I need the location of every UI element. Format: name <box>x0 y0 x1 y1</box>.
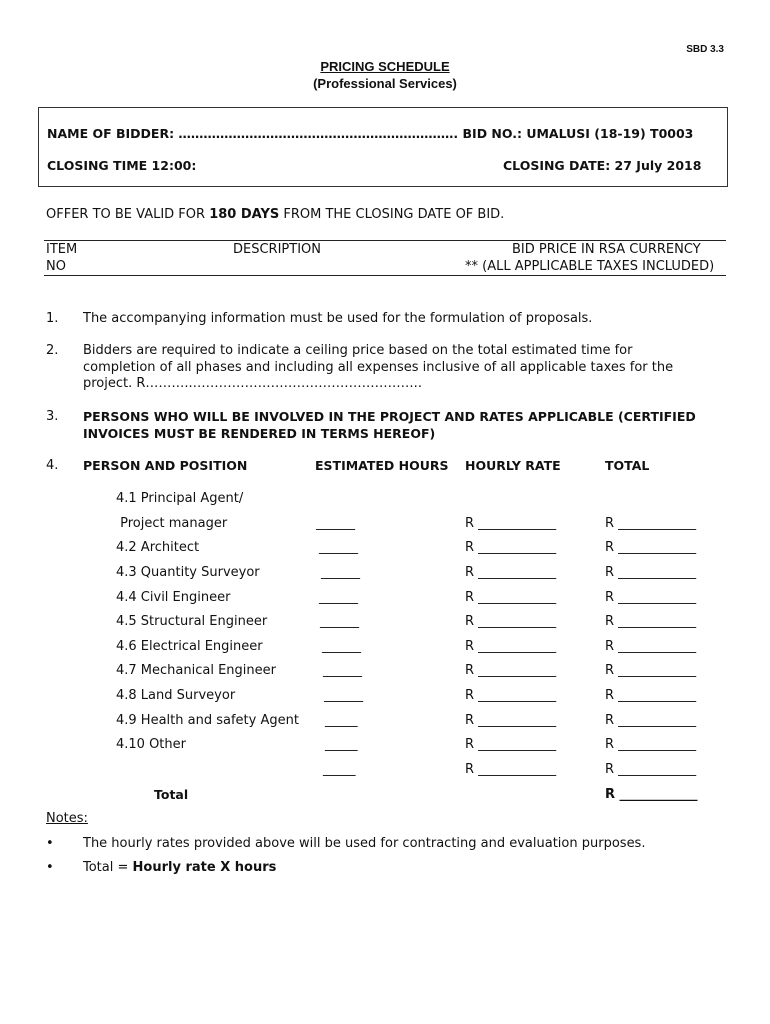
hours-field[interactable]: _____ <box>325 713 358 728</box>
hours-field[interactable]: ______ <box>319 540 358 555</box>
total-field[interactable]: R ____________ <box>605 590 697 605</box>
offer-suffix: FROM THE CLOSING DATE OF BID. <box>279 207 505 222</box>
item-1-text: The accompanying information must be used for the formulation of proposals. <box>83 311 593 326</box>
header-description: DESCRIPTION <box>233 242 321 257</box>
offer-validity <box>46 207 504 222</box>
total-row <box>0 787 770 807</box>
note-2-formula: Hourly rate X hours <box>132 860 277 875</box>
total-field[interactable]: R ____________ <box>605 516 697 531</box>
role-label: 4.6 Electrical Engineer <box>116 639 263 654</box>
role-label: 4.1 Principal Agent/ <box>116 491 244 506</box>
hours-field[interactable]: ______ <box>319 590 358 605</box>
total-field[interactable]: R ____________ <box>605 540 697 555</box>
item-2-number: 2. <box>46 343 59 358</box>
item-2-line1: Bidders are required to indicate a ceiling price based on the total estimated time for <box>83 343 633 358</box>
hours-field[interactable]: ______ <box>316 516 355 531</box>
rate-field[interactable]: R ____________ <box>465 639 557 654</box>
note-2-prefix: Total = <box>83 860 133 875</box>
item-3-number: 3. <box>46 409 59 424</box>
total-field[interactable]: R ____________ <box>605 614 697 629</box>
total-field[interactable]: R ____________ <box>605 639 697 654</box>
closing-date: CLOSING DATE: 27 July 2018 <box>503 158 702 173</box>
col-hourly-rate: HOURLY RATE <box>465 458 561 473</box>
rate-field[interactable]: R ____________ <box>465 614 557 629</box>
offer-prefix: OFFER TO BE VALID FOR <box>46 207 210 222</box>
rate-field[interactable]: R ____________ <box>465 590 557 605</box>
rate-field[interactable]: R ____________ <box>465 713 557 728</box>
title-text: PRICING SCHEDULE <box>320 59 450 74</box>
total-field[interactable]: R ____________ <box>605 688 697 703</box>
offer-days: 180 DAYS <box>209 207 280 222</box>
table-top-rule <box>44 240 726 241</box>
table-row <box>0 491 770 511</box>
hours-field[interactable]: ______ <box>324 688 363 703</box>
hours-field[interactable]: _____ <box>325 737 358 752</box>
hours-field[interactable]: _____ <box>323 762 356 777</box>
item-4-number: 4. <box>46 458 59 473</box>
item-1-number: 1. <box>46 311 59 326</box>
bidder-info-box <box>38 107 728 187</box>
total-field[interactable]: R ____________ <box>605 762 697 777</box>
role-label: 4.2 Architect <box>116 540 200 555</box>
item-3-line1: PERSONS WHO WILL BE INVOLVED IN THE PROJECT AND RATES APPLICABLE (CERTIFIED <box>83 409 696 424</box>
total-field[interactable]: R ____________ <box>605 713 697 728</box>
rate-field[interactable]: R ____________ <box>465 663 557 678</box>
role-label: 4.10 Other <box>116 737 186 752</box>
bidder-name-line: NAME OF BIDDER: …………………………………………………………. BID NO.: UMALUSI (18-19) T0003 <box>47 126 694 141</box>
page-subtitle: (Professional Services) <box>313 76 457 91</box>
rate-field[interactable]: R ____________ <box>465 540 557 555</box>
table-row <box>0 762 770 782</box>
total-field[interactable]: R ____________ <box>605 663 697 678</box>
header-price-line2: ** (ALL APPLICABLE TAXES INCLUDED) <box>465 259 715 274</box>
bullet-icon: • <box>46 836 54 851</box>
col-total: TOTAL <box>605 458 650 473</box>
hours-field[interactable]: ______ <box>323 663 362 678</box>
col-person-position: PERSON AND POSITION <box>83 458 248 473</box>
item-2-line3: project. R………..…………………………………………….. <box>83 376 422 391</box>
total-field[interactable]: R ____________ <box>605 565 697 580</box>
note-1: The hourly rates provided above will be used for contracting and evaluation purposes. <box>83 836 646 851</box>
table-row <box>0 540 770 560</box>
item-3-line2: INVOICES MUST BE RENDERED IN TERMS HEREOF) <box>83 425 436 441</box>
page-title <box>0 59 770 74</box>
form-code: SBD 3.3 <box>686 44 724 55</box>
rate-field[interactable]: R ____________ <box>465 565 557 580</box>
notes-heading: Notes: <box>46 811 88 826</box>
role-label: 4.9 Health and safety Agent <box>116 713 299 728</box>
total-field[interactable]: R ____________ <box>605 737 697 752</box>
table-row <box>0 590 770 610</box>
header-price-line1: BID PRICE IN RSA CURRENCY <box>512 242 701 257</box>
role-label: 4.5 Structural Engineer <box>116 614 268 629</box>
table-row <box>0 516 770 536</box>
hours-field[interactable]: ______ <box>322 639 361 654</box>
table-bottom-rule <box>44 275 726 276</box>
total-label: Total <box>154 787 189 802</box>
role-label: 4.7 Mechanical Engineer <box>116 663 276 678</box>
grand-total-field[interactable]: R ____________ <box>605 787 698 802</box>
rate-field[interactable]: R ____________ <box>465 516 557 531</box>
item-2-line2: completion of all phases and including all expenses inclusive of all applicable taxes for the <box>83 359 674 375</box>
header-item: ITEM <box>46 242 78 257</box>
table-row <box>0 614 770 634</box>
bullet-icon: • <box>46 860 54 875</box>
hours-field[interactable]: ______ <box>321 565 360 580</box>
rate-field[interactable]: R ____________ <box>465 688 557 703</box>
role-label: Project manager <box>116 516 228 531</box>
table-row <box>0 565 770 585</box>
rate-field[interactable]: R ____________ <box>465 737 557 752</box>
table-row <box>0 688 770 708</box>
hours-field[interactable]: ______ <box>320 614 359 629</box>
table-row <box>0 639 770 659</box>
table-row <box>0 663 770 683</box>
table-row <box>0 737 770 757</box>
role-label: 4.8 Land Surveyor <box>116 688 236 703</box>
item-3-text <box>83 409 723 442</box>
table-row <box>0 713 770 733</box>
col-estimated-hours: ESTIMATED HOURS <box>315 458 449 473</box>
note-2 <box>83 860 276 875</box>
role-label: 4.3 Quantity Surveyor <box>116 565 260 580</box>
item-2-text <box>83 343 723 393</box>
closing-time: CLOSING TIME 12:00: <box>47 158 197 173</box>
rate-field[interactable]: R ____________ <box>465 762 557 777</box>
header-no: NO <box>46 259 66 274</box>
role-label: 4.4 Civil Engineer <box>116 590 231 605</box>
